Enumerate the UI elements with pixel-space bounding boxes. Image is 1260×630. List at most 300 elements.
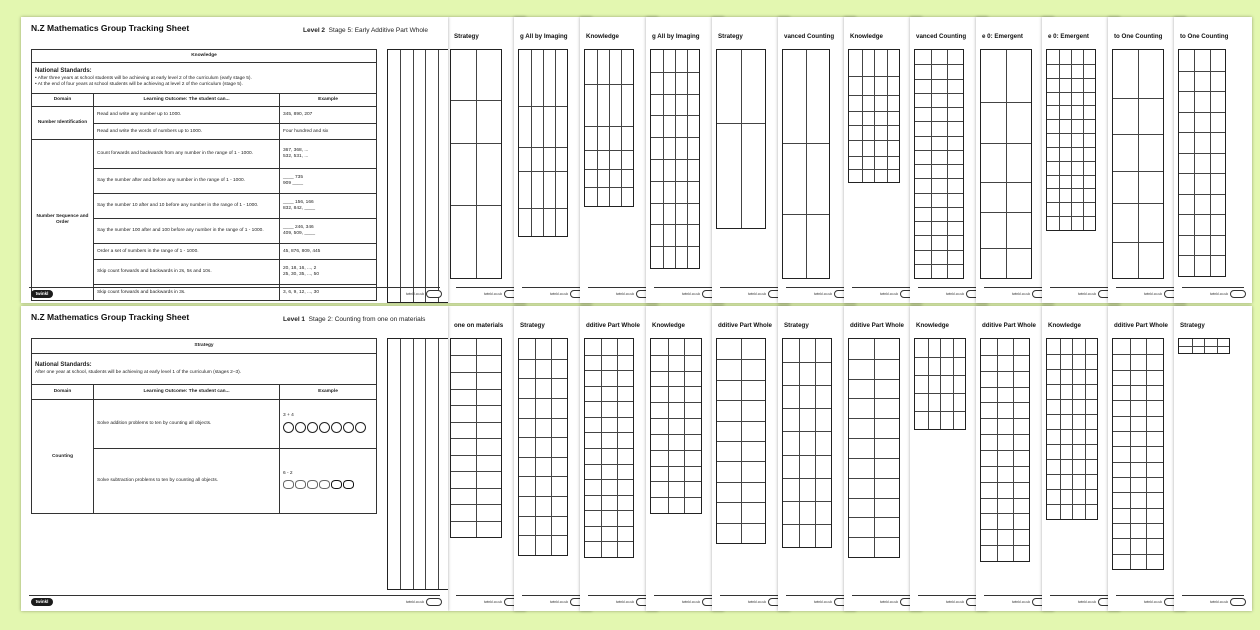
- footer-site: twinkl.co.uk: [1144, 600, 1163, 604]
- grid-row-line: [981, 143, 1031, 144]
- grid-row-line: [519, 516, 567, 517]
- grid-row-line: [1047, 459, 1097, 460]
- tracking-grid: [1112, 49, 1164, 279]
- grid-row-line: [783, 478, 831, 479]
- grid-row-line: [717, 400, 765, 401]
- grid-row-line: [651, 224, 699, 225]
- object-picture: [283, 480, 294, 489]
- grid-row-line: [981, 248, 1031, 249]
- grid-column-line: [874, 50, 875, 182]
- grid-row-line: [651, 246, 699, 247]
- grid-row-line: [451, 355, 501, 356]
- grid-row-line: [651, 115, 699, 116]
- footer-rule: [786, 287, 848, 288]
- tracking-grid: [1112, 338, 1164, 570]
- grid-row-line: [1113, 492, 1163, 493]
- back-sheet-heading: vanced Counting: [916, 33, 967, 40]
- grid-row-line: [717, 123, 765, 124]
- grid-row-line: [585, 355, 633, 356]
- footer-site: twinkl.co.uk: [484, 600, 503, 604]
- footer-badge-icon: [426, 290, 442, 298]
- footer-site: twinkl.co.uk: [814, 600, 833, 604]
- tracking-grid: [848, 338, 900, 558]
- example-cell: [280, 219, 377, 244]
- back-sheet-heading: one on materials: [454, 322, 504, 329]
- back-sheet-heading: vanced Counting: [784, 33, 835, 40]
- tick-column-line: [425, 339, 426, 589]
- grid-row-line: [1179, 235, 1225, 236]
- example-text: 3 + 4: [283, 412, 294, 418]
- grid-row-line: [1179, 153, 1225, 154]
- learning-outcomes-table: [31, 338, 377, 514]
- grid-row-line: [585, 187, 633, 188]
- level-stage-label: [283, 316, 425, 323]
- grid-row-line: [1179, 194, 1225, 195]
- grid-row-line: [1179, 255, 1225, 256]
- footer-rule: [984, 595, 1046, 596]
- grid-column-line: [1006, 50, 1007, 278]
- national-standards-heading: National Standards:: [35, 361, 92, 368]
- grid-row-line: [519, 535, 567, 536]
- footer-rule: [588, 287, 650, 288]
- learning-outcomes-table: [31, 49, 377, 301]
- footer-rule: [654, 595, 716, 596]
- grid-row-line: [915, 178, 963, 179]
- grid-row-line: [1113, 462, 1163, 463]
- grid-row-line: [783, 501, 831, 502]
- footer-site: twinkl.co.uk: [682, 292, 701, 296]
- object-picture: [343, 480, 354, 489]
- column-header: Example: [280, 385, 377, 400]
- grid-row-line: [519, 398, 567, 399]
- footer-site: twinkl.co.uk: [406, 600, 425, 604]
- grid-row-line: [1179, 91, 1225, 92]
- tick-column-line: [425, 50, 426, 302]
- grid-row-line: [651, 94, 699, 95]
- example-cell: [280, 449, 377, 514]
- grid-row-line: [981, 418, 1029, 419]
- grid-row-line: [1047, 216, 1095, 217]
- grid-row-line: [451, 405, 501, 406]
- grid-row-line: [783, 524, 831, 525]
- section-row: [32, 339, 377, 354]
- grid-row-line: [981, 402, 1029, 403]
- counter-circle: [355, 422, 366, 433]
- grid-row-line: [717, 482, 765, 483]
- grid-row-line: [783, 385, 831, 386]
- outcome-cell: Order a set of numbers in the range of 1 - 1000.: [94, 244, 280, 260]
- tick-column-line: [413, 339, 414, 589]
- grid-column-line: [815, 339, 816, 547]
- footer-badge-icon: [426, 598, 442, 606]
- grid-row-line: [1047, 133, 1095, 134]
- grid-row-line: [981, 466, 1029, 467]
- grid-row-line: [651, 418, 701, 419]
- back-sheet-heading: Knowledge: [1048, 322, 1082, 329]
- example-text: 20, 18, 16, ..., 2 25, 30, 35, ..., 50: [283, 266, 320, 277]
- footer-rule: [720, 595, 782, 596]
- grid-row-line: [1113, 370, 1163, 371]
- footer-rule: [1182, 595, 1244, 596]
- grid-row-line: [651, 72, 699, 73]
- back-sheet-heading: dditive Part Whole: [982, 322, 1036, 329]
- grid-row-line: [585, 464, 633, 465]
- back-sheet-heading: to One Counting: [1114, 33, 1163, 40]
- grid-row-line: [849, 359, 899, 360]
- footer-site: twinkl.co.uk: [748, 292, 767, 296]
- counter-circle: [307, 422, 318, 433]
- grid-row-line: [585, 541, 633, 542]
- grid-row-line: [1113, 98, 1163, 99]
- counters-illustration: [283, 422, 373, 436]
- grid-row-line: [849, 537, 899, 538]
- column-header: Learning Outcome: The student can...: [94, 385, 280, 400]
- tick-column-line: [438, 339, 439, 589]
- grid-row-line: [651, 481, 701, 482]
- grid-row-line: [915, 121, 963, 122]
- footer-rule: [29, 287, 440, 288]
- grid-row-line: [1113, 446, 1163, 447]
- grid-row-line: [1113, 400, 1163, 401]
- footer-site: twinkl.co.uk: [616, 292, 635, 296]
- grid-row-line: [1179, 71, 1225, 72]
- back-sheet-heading: e 0: Emergent: [982, 33, 1023, 40]
- example-text: ____ 246, 346 409, 509, ____: [283, 225, 316, 236]
- grid-row-line: [1113, 431, 1163, 432]
- outcome-cell: Skip count forwards and backwards in 2s, 5s and 10s.: [94, 260, 280, 285]
- object-picture: [319, 480, 330, 489]
- grid-row-line: [1179, 346, 1229, 347]
- grid-row-line: [519, 106, 567, 107]
- outcome-row: [32, 400, 377, 449]
- tracking-grid: [848, 49, 900, 183]
- footer-rule: [1116, 595, 1178, 596]
- tracking-grid: [716, 338, 766, 544]
- example-text: 367, 368, ... 532, 531, ...: [283, 148, 309, 159]
- footer-site: twinkl.co.uk: [1012, 600, 1031, 604]
- national-standards-line: After one year at school, students will be achieving at early level 1 of the curriculum (stages 2–3).: [35, 370, 242, 376]
- footer-rule: [786, 595, 848, 596]
- footer-site: twinkl.co.uk: [1078, 600, 1097, 604]
- grid-row-line: [451, 143, 501, 144]
- grid-column-line: [887, 50, 888, 182]
- grid-row-line: [451, 389, 501, 390]
- grid-row-line: [585, 84, 633, 85]
- footer-rule: [1050, 287, 1112, 288]
- tracking-grid: [1046, 338, 1098, 520]
- grid-row-line: [651, 181, 699, 182]
- grid-row-line: [1047, 175, 1095, 176]
- outcome-cell: Say the number 100 after and 100 before any number in the range of 1 - 1000.: [94, 219, 280, 244]
- grid-column-line: [940, 339, 941, 429]
- grid-row-line: [783, 143, 829, 144]
- footer-rule: [918, 287, 980, 288]
- counter-circle: [283, 422, 294, 433]
- grid-row-line: [519, 378, 567, 379]
- grid-row-line: [451, 438, 501, 439]
- footer-rule: [522, 287, 584, 288]
- grid-row-line: [849, 438, 899, 439]
- back-sheet-heading: dditive Part Whole: [718, 322, 772, 329]
- back-sheet-heading: Strategy: [520, 322, 545, 329]
- tick-column-line: [413, 50, 414, 302]
- grid-row-line: [585, 510, 633, 511]
- grid-row-line: [849, 76, 899, 77]
- grid-row-line: [519, 359, 567, 360]
- outcome-cell: Read and write the words of numbers up to 1000.: [94, 124, 280, 140]
- example-cell: [280, 244, 377, 260]
- section-heading: Knowledge: [32, 50, 377, 63]
- footer-rule: [1050, 595, 1112, 596]
- tracking-grid: [584, 338, 634, 558]
- grid-row-line: [849, 156, 899, 157]
- grid-row-line: [451, 455, 501, 456]
- grid-row-line: [915, 207, 963, 208]
- footer-site: twinkl.co.uk: [880, 292, 899, 296]
- grid-row-line: [849, 140, 899, 141]
- grid-row-line: [915, 250, 963, 251]
- back-tracking-sheet: [1174, 17, 1252, 303]
- footer-rule: [1182, 287, 1244, 288]
- grid-row-line: [1113, 242, 1163, 243]
- grid-row-line: [717, 461, 765, 462]
- grid-row-line: [651, 203, 699, 204]
- grid-column-line: [621, 50, 622, 206]
- back-sheet-heading: Strategy: [784, 322, 809, 329]
- grid-row-line: [451, 205, 501, 206]
- grid-row-line: [585, 126, 633, 127]
- footer-site: twinkl.co.uk: [1078, 292, 1097, 296]
- footer-rule: [852, 595, 914, 596]
- outcome-cell: Say the number after and before any number in the range of 1 - 1000.: [94, 169, 280, 194]
- outcome-cell: Read and write any number up to 1000.: [94, 107, 280, 124]
- national-standards-line: • At the end of four years at school students will be achieving at level 2 of the curriculum (stage 5).: [35, 82, 243, 88]
- grid-row-line: [585, 479, 633, 480]
- grid-row-line: [849, 418, 899, 419]
- domain-cell: Counting: [32, 400, 94, 514]
- grid-row-line: [915, 357, 965, 358]
- grid-row-line: [651, 371, 701, 372]
- grid-row-line: [651, 450, 701, 451]
- domain-cell: Number Sequence and Order: [32, 140, 94, 301]
- footer-rule: [720, 287, 782, 288]
- grid-row-line: [1047, 119, 1095, 120]
- national-standards: [32, 354, 377, 385]
- grid-row-line: [519, 437, 567, 438]
- object-picture: [307, 480, 318, 489]
- grid-row-line: [1047, 78, 1095, 79]
- example-text: 345, 890, 207: [283, 112, 313, 117]
- grid-column-line: [551, 339, 552, 555]
- grid-row-line: [915, 264, 963, 265]
- grid-row-line: [1113, 134, 1163, 135]
- tracking-grid: [980, 338, 1030, 562]
- sheet-title: N.Z Mathematics Group Tracking Sheet: [31, 312, 190, 322]
- grid-row-line: [519, 457, 567, 458]
- column-header: Example: [280, 94, 377, 107]
- grid-row-line: [981, 498, 1029, 499]
- footer-rule: [1116, 287, 1178, 288]
- grid-row-line: [915, 393, 965, 394]
- domain-cell: Number Identification: [32, 107, 94, 140]
- tracking-grid: [584, 49, 634, 207]
- grid-column-line: [799, 339, 800, 547]
- grid-row-line: [1047, 188, 1095, 189]
- column-header-row: [32, 385, 377, 400]
- grid-row-line: [651, 466, 701, 467]
- grid-row-line: [1047, 354, 1097, 355]
- standards-row: [32, 354, 377, 385]
- object-picture: [295, 480, 306, 489]
- grid-row-line: [1113, 523, 1163, 524]
- grid-row-line: [585, 417, 633, 418]
- footer-site: twinkl.co.uk: [406, 292, 425, 296]
- front-sheet-level1: [21, 306, 448, 611]
- grid-row-line: [1113, 477, 1163, 478]
- grid-row-line: [783, 408, 831, 409]
- example-text: ____ 735 909 ____: [283, 175, 304, 186]
- grid-row-line: [1179, 173, 1225, 174]
- grid-row-line: [519, 496, 567, 497]
- footer-site: twinkl.co.uk: [1210, 600, 1229, 604]
- footer-site: twinkl.co.uk: [880, 600, 899, 604]
- tick-columns: [387, 49, 448, 303]
- outcome-cell: Solve addition problems to ten by counting all objects.: [94, 400, 280, 449]
- standards-row: [32, 63, 377, 94]
- grid-row-line: [717, 523, 765, 524]
- grid-row-line: [1047, 489, 1097, 490]
- grid-row-line: [651, 355, 701, 356]
- grid-column-line: [741, 50, 742, 228]
- grid-row-line: [1113, 554, 1163, 555]
- grid-row-line: [981, 371, 1029, 372]
- object-picture: [331, 480, 342, 489]
- grid-row-line: [651, 434, 701, 435]
- grid-row-line: [1047, 92, 1095, 93]
- grid-row-line: [1047, 161, 1095, 162]
- grid-row-line: [451, 422, 501, 423]
- grid-row-line: [717, 421, 765, 422]
- footer-rule: [588, 595, 650, 596]
- grid-row-line: [451, 372, 501, 373]
- grid-row-line: [783, 455, 831, 456]
- back-tracking-sheet: [1174, 306, 1252, 611]
- grid-row-line: [915, 107, 963, 108]
- grid-row-line: [981, 529, 1029, 530]
- grid-row-line: [1113, 385, 1163, 386]
- back-sheet-heading: e 0: Emergent: [1048, 33, 1089, 40]
- grid-row-line: [915, 136, 963, 137]
- grid-row-line: [651, 159, 699, 160]
- grid-row-line: [717, 380, 765, 381]
- tracking-grid: [450, 338, 502, 538]
- counter-circle: [331, 422, 342, 433]
- footer-site: twinkl.co.uk: [814, 292, 833, 296]
- grid-row-line: [1047, 202, 1095, 203]
- grid-row-line: [981, 102, 1031, 103]
- grid-row-line: [451, 504, 501, 505]
- counter-circle: [319, 422, 330, 433]
- grid-row-line: [915, 375, 965, 376]
- grid-row-line: [1047, 399, 1097, 400]
- grid-row-line: [1047, 64, 1095, 65]
- back-sheet-heading: Knowledge: [586, 33, 620, 40]
- grid-row-line: [585, 432, 633, 433]
- national-standards-heading: National Standards:: [35, 67, 92, 74]
- back-sheet-heading: Strategy: [454, 33, 479, 40]
- grid-row-line: [1047, 384, 1097, 385]
- grid-row-line: [849, 379, 899, 380]
- tracking-grid: [914, 49, 964, 279]
- grid-row-line: [849, 478, 899, 479]
- grid-column-line: [1130, 339, 1131, 569]
- grid-row-line: [915, 64, 963, 65]
- footer-site: twinkl.co.uk: [748, 600, 767, 604]
- grid-row-line: [1179, 112, 1225, 113]
- grid-row-line: [651, 137, 699, 138]
- tracking-grid: [782, 49, 830, 279]
- tracking-grid: [650, 49, 700, 269]
- grid-row-line: [717, 502, 765, 503]
- grid-row-line: [451, 521, 501, 522]
- example-cell: [280, 124, 377, 140]
- back-sheet-heading: dditive Part Whole: [850, 322, 904, 329]
- grid-row-line: [1179, 132, 1225, 133]
- back-sheet-heading: g All by Imaging: [520, 33, 568, 40]
- level-label: Level 1: [283, 316, 306, 323]
- footer-site: twinkl.co.uk: [1144, 292, 1163, 296]
- footer-site: twinkl.co.uk: [1210, 292, 1229, 296]
- footer-rule: [522, 595, 584, 596]
- grid-row-line: [519, 418, 567, 419]
- tracking-grid: [518, 49, 568, 237]
- grid-row-line: [849, 458, 899, 459]
- grid-row-line: [981, 434, 1029, 435]
- section-row: [32, 50, 377, 63]
- outcome-row: [32, 107, 377, 124]
- grid-row-line: [1047, 429, 1097, 430]
- grid-row-line: [519, 171, 567, 172]
- grid-row-line: [849, 517, 899, 518]
- grid-column-line: [953, 339, 954, 429]
- grid-row-line: [981, 513, 1029, 514]
- footer-site: twinkl.co.uk: [682, 600, 701, 604]
- column-header: Learning Outcome: The student can...: [94, 94, 280, 107]
- counter-circle: [343, 422, 354, 433]
- grid-row-line: [915, 164, 963, 165]
- grid-row-line: [915, 411, 965, 412]
- example-text: Four hundred and six: [283, 128, 329, 134]
- footer-rule: [29, 595, 440, 596]
- footer-rule: [654, 287, 716, 288]
- grid-row-line: [651, 497, 701, 498]
- grid-row-line: [849, 169, 899, 170]
- example-cell: [280, 169, 377, 194]
- footer-site: twinkl.co.uk: [550, 600, 569, 604]
- footer-site: twinkl.co.uk: [616, 600, 635, 604]
- footer-site: twinkl.co.uk: [484, 292, 503, 296]
- grid-row-line: [585, 526, 633, 527]
- grid-row-line: [451, 471, 501, 472]
- grid-column-line: [535, 339, 536, 555]
- grid-row-line: [783, 431, 831, 432]
- grid-row-line: [585, 448, 633, 449]
- grid-column-line: [1194, 50, 1195, 276]
- grid-row-line: [519, 476, 567, 477]
- grid-row-line: [585, 169, 633, 170]
- footer-rule: [984, 287, 1046, 288]
- grid-row-line: [1047, 474, 1097, 475]
